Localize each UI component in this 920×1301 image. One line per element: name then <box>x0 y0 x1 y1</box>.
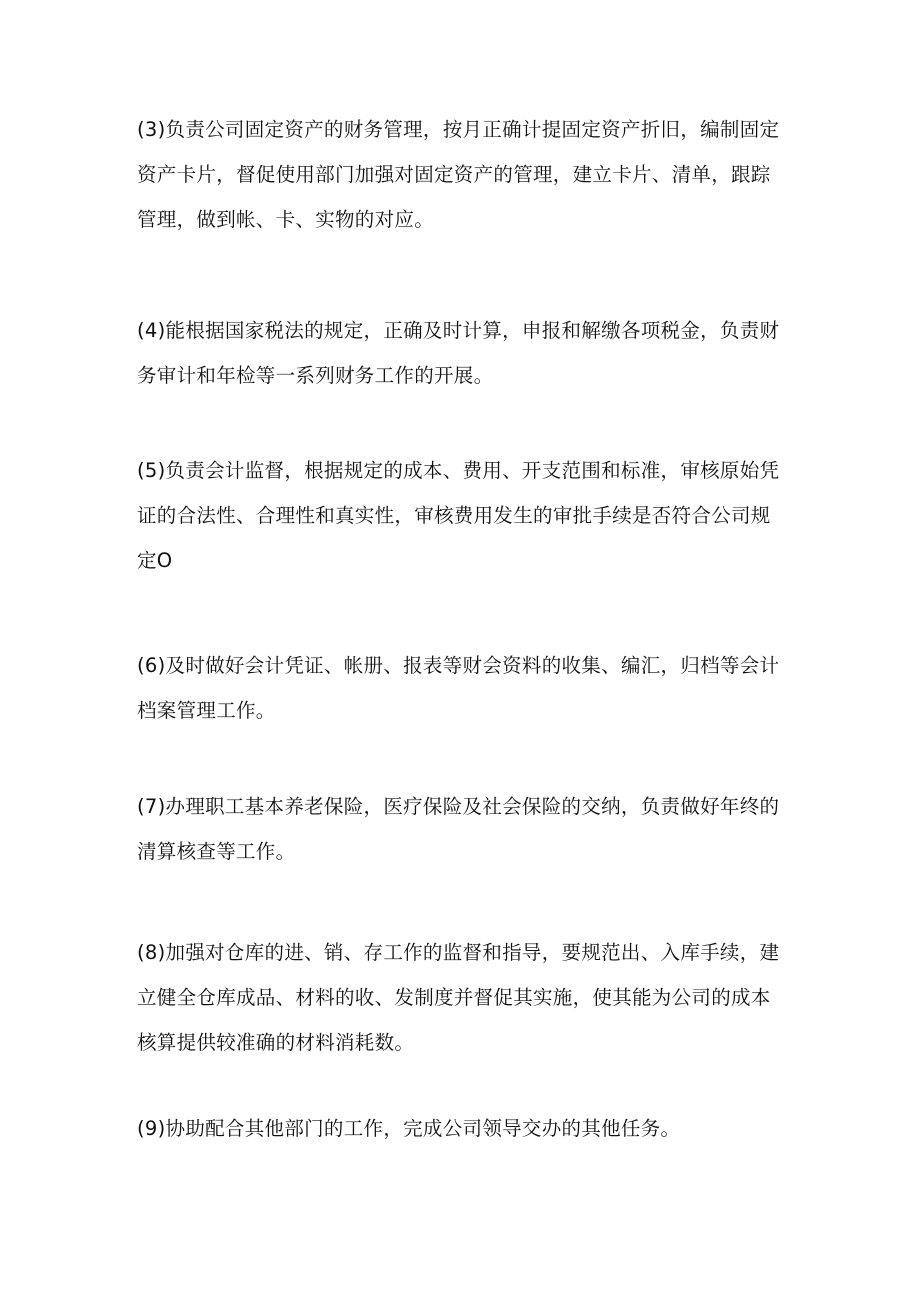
paragraph-item-3 <box>137 107 797 242</box>
paragraph-line: (7)办理职工基本养老保险，医疗保险及社会保险的交纳，负责做好年终的 <box>137 795 780 818</box>
paragraph-line: (6)及时做好会计凭证、帐册、报表等财会资料的收集、编汇，归档等会计 <box>137 654 780 677</box>
paragraph-item-6 <box>137 643 797 733</box>
paragraph-line: 立健全仓库成品、材料的收、发制度并督促其实施，使其能为公司的成本 <box>137 986 771 1009</box>
paragraph-line: 档案管理工作。 <box>137 699 276 722</box>
paragraph-line: 管理，做到帐、卡、实物的对应。 <box>137 208 435 231</box>
paragraph-item-7 <box>137 784 797 874</box>
paragraph-line: 定O <box>137 549 173 572</box>
paragraph-line: 清算核查等工作。 <box>137 840 296 863</box>
paragraph-line: 务审计和年检等一系列财务工作的开展。 <box>137 364 494 387</box>
paragraph-line: (9)协助配合其他部门的工作，完成公司领导交办的其他任务。 <box>137 1117 681 1140</box>
paragraph-line: (5)负责会计监督，根据规定的成本、费用、开支范围和标准，审核原始凭 <box>137 459 780 482</box>
paragraph-line: 核算提供较准确的材料消耗数。 <box>137 1031 415 1054</box>
paragraph-line: 证的合法性、合理性和真实性，审核费用发生的审批手续是否符合公司规 <box>137 504 771 527</box>
paragraph-item-8 <box>137 930 797 1065</box>
paragraph-item-5 <box>137 448 797 583</box>
paragraph-line: (3)负责公司固定资产的财务管理，按月正确计提固定资产折旧，编制固定 <box>137 118 780 141</box>
paragraph-line: 资产卡片，督促使用部门加强对固定资产的管理，建立卡片、清单，跟踪 <box>137 163 771 186</box>
paragraph-line: (8)加强对仓库的进、销、存工作的监督和指导，要规范出、入库手续，建 <box>137 941 780 964</box>
paragraph-line: (4)能根据国家税法的规定，正确及时计算，申报和解缴各项税金，负责财 <box>137 319 780 342</box>
paragraph-item-4 <box>137 308 797 398</box>
paragraph-item-9 <box>137 1106 797 1151</box>
